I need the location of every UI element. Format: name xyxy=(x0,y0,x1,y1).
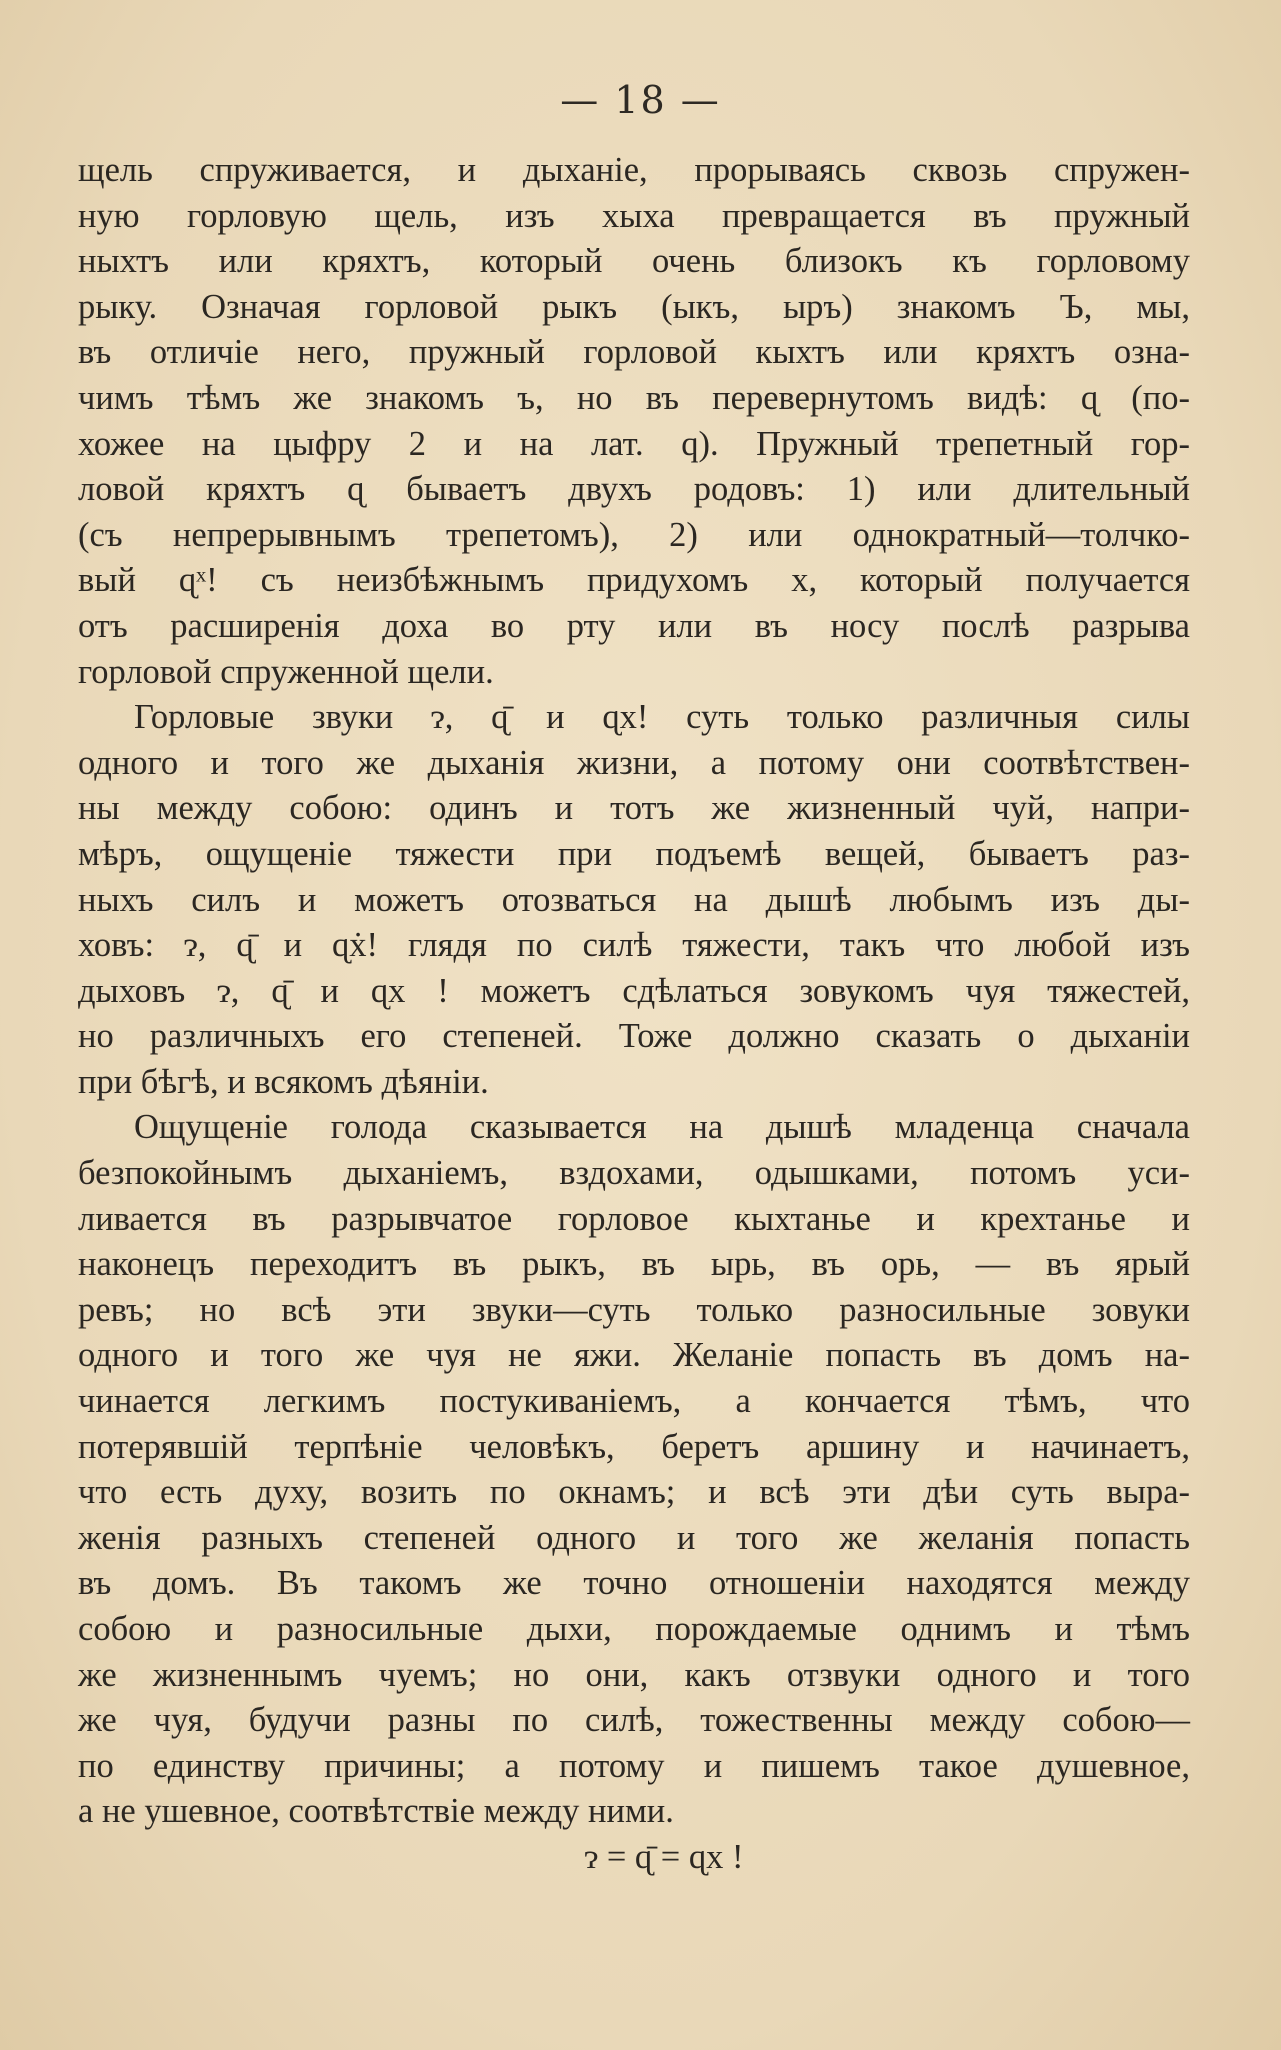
text-line: ревъ; но всѣ эти звуки—суть только разносильные зовуки xyxy=(78,1290,1190,1329)
text-line: же чуя, будучи разны по силѣ, тожественны между собою— xyxy=(78,1701,1190,1740)
text-line: но различныхъ его степеней. Тоже должно сказать о дыханіи xyxy=(78,1017,1190,1056)
text-line: безпокойнымъ дыханіемъ, вздохами, одышками, потомъ уси- xyxy=(78,1154,1190,1193)
text-line: ныхъ силъ и можетъ отозваться на дышѣ любымъ изъ ды- xyxy=(78,880,1190,919)
text-line: что есть духу, возить по окнамъ; и всѣ эти дѣи суть выра- xyxy=(78,1473,1190,1512)
text-line: ную горловую щель, изъ хыха превращается въ пружный xyxy=(78,196,1190,235)
text-line: наконецъ переходитъ въ рыкъ, въ ырь, въ орь, — въ ярый xyxy=(78,1245,1190,1284)
text-line: (съ непрерывнымъ трепетомъ), 2) или однократный—толчко- xyxy=(78,515,1190,554)
text-line: вый ɋˣ! съ неизбѣжнымъ придухомъ х, который получается xyxy=(78,561,1190,600)
text-line: чимъ тѣмъ же знакомъ ъ, но въ перевернутомъ видѣ: ɋ (по- xyxy=(78,378,1190,417)
text-line: же жизненнымъ чуемъ; но они, какъ отзвуки одного и того xyxy=(78,1655,1190,1694)
text-line: отъ расширенія доха во рту или въ носу послѣ разрыва xyxy=(78,606,1190,645)
text-line: чинается легкимъ постукиваніемъ, а кончается тѣмъ, что xyxy=(78,1382,1190,1421)
formula-line: ɂ = ɋ̄ = ɋx ! xyxy=(584,1837,744,1876)
text-line: одного и того же дыханія жизни, а потому они соотвѣтствен- xyxy=(78,743,1190,782)
body-text xyxy=(78,148,1190,1885)
text-line: щель спруживается, и дыханіе, прорываясь сквозь спружен- xyxy=(78,151,1190,189)
text-line: горловой спруженной щели. xyxy=(78,652,494,691)
text-line: Горловые звуки ɂ, ɋ̄ и ɋx! суть только различныя силы xyxy=(134,698,1190,737)
text-line: собою и разносильные дыхи, порождаемые однимъ и тѣмъ xyxy=(78,1610,1190,1648)
text-line: ны между собою: одинъ и тотъ же жизненный чуй, напри- xyxy=(78,789,1190,828)
text-line: въ домъ. Въ такомъ же точно отношеніи находятся между xyxy=(78,1564,1190,1603)
text-line: потерявшій терпѣніе человѣкъ, беретъ аршину и начинаетъ, xyxy=(78,1427,1190,1466)
text-line: при бѣгѣ, и всякомъ дѣяніи. xyxy=(78,1062,489,1101)
text-line: ливается въ разрывчатое горловое кыхтанье и крехтанье и xyxy=(78,1199,1190,1238)
text-line: ловой кряхтъ ɋ бываетъ двухъ родовъ: 1) или длительный xyxy=(78,470,1190,509)
page-number: — 18 — xyxy=(560,78,721,122)
text-line: хожее на цыфру 2 и на лат. q). Пружный трепетный гор- xyxy=(78,424,1190,463)
text-line: а не ушевное, соотвѣтствіе между ними. xyxy=(78,1792,674,1831)
text-line: Ощущеніе голода сказывается на дышѣ младенца сначала xyxy=(134,1108,1190,1147)
text-line: ховъ: ɂ, ɋ̄ и ɋẋ! глядя по силѣ тяжести, такъ что любой изъ xyxy=(78,926,1190,965)
text-line: ныхтъ или кряхтъ, который очень близокъ къ горловому xyxy=(78,242,1190,281)
text-line: дыховъ ɂ, ɋ̄ и ɋx ! можетъ сдѣлаться зовукомъ чуя тяжестей, xyxy=(78,971,1190,1010)
text-line: одного и того же чуя не яжи. Желаніе попасть въ домъ на- xyxy=(78,1336,1190,1375)
text-line: въ отличіе него, пружный горловой кыхтъ или кряхтъ озна- xyxy=(78,333,1190,372)
text-line: мѣръ, ощущеніе тяжести при подъемѣ вещей, бываетъ раз- xyxy=(78,834,1190,873)
text-line: женія разныхъ степеней одного и того же желанія попасть xyxy=(78,1518,1190,1557)
text-line: по единству причины; а потому и пишемъ такое душевное, xyxy=(78,1746,1190,1785)
text-line: рыку. Означая горловой рыкъ (ыкъ, ыръ) знакомъ Ъ, мы, xyxy=(78,287,1190,326)
